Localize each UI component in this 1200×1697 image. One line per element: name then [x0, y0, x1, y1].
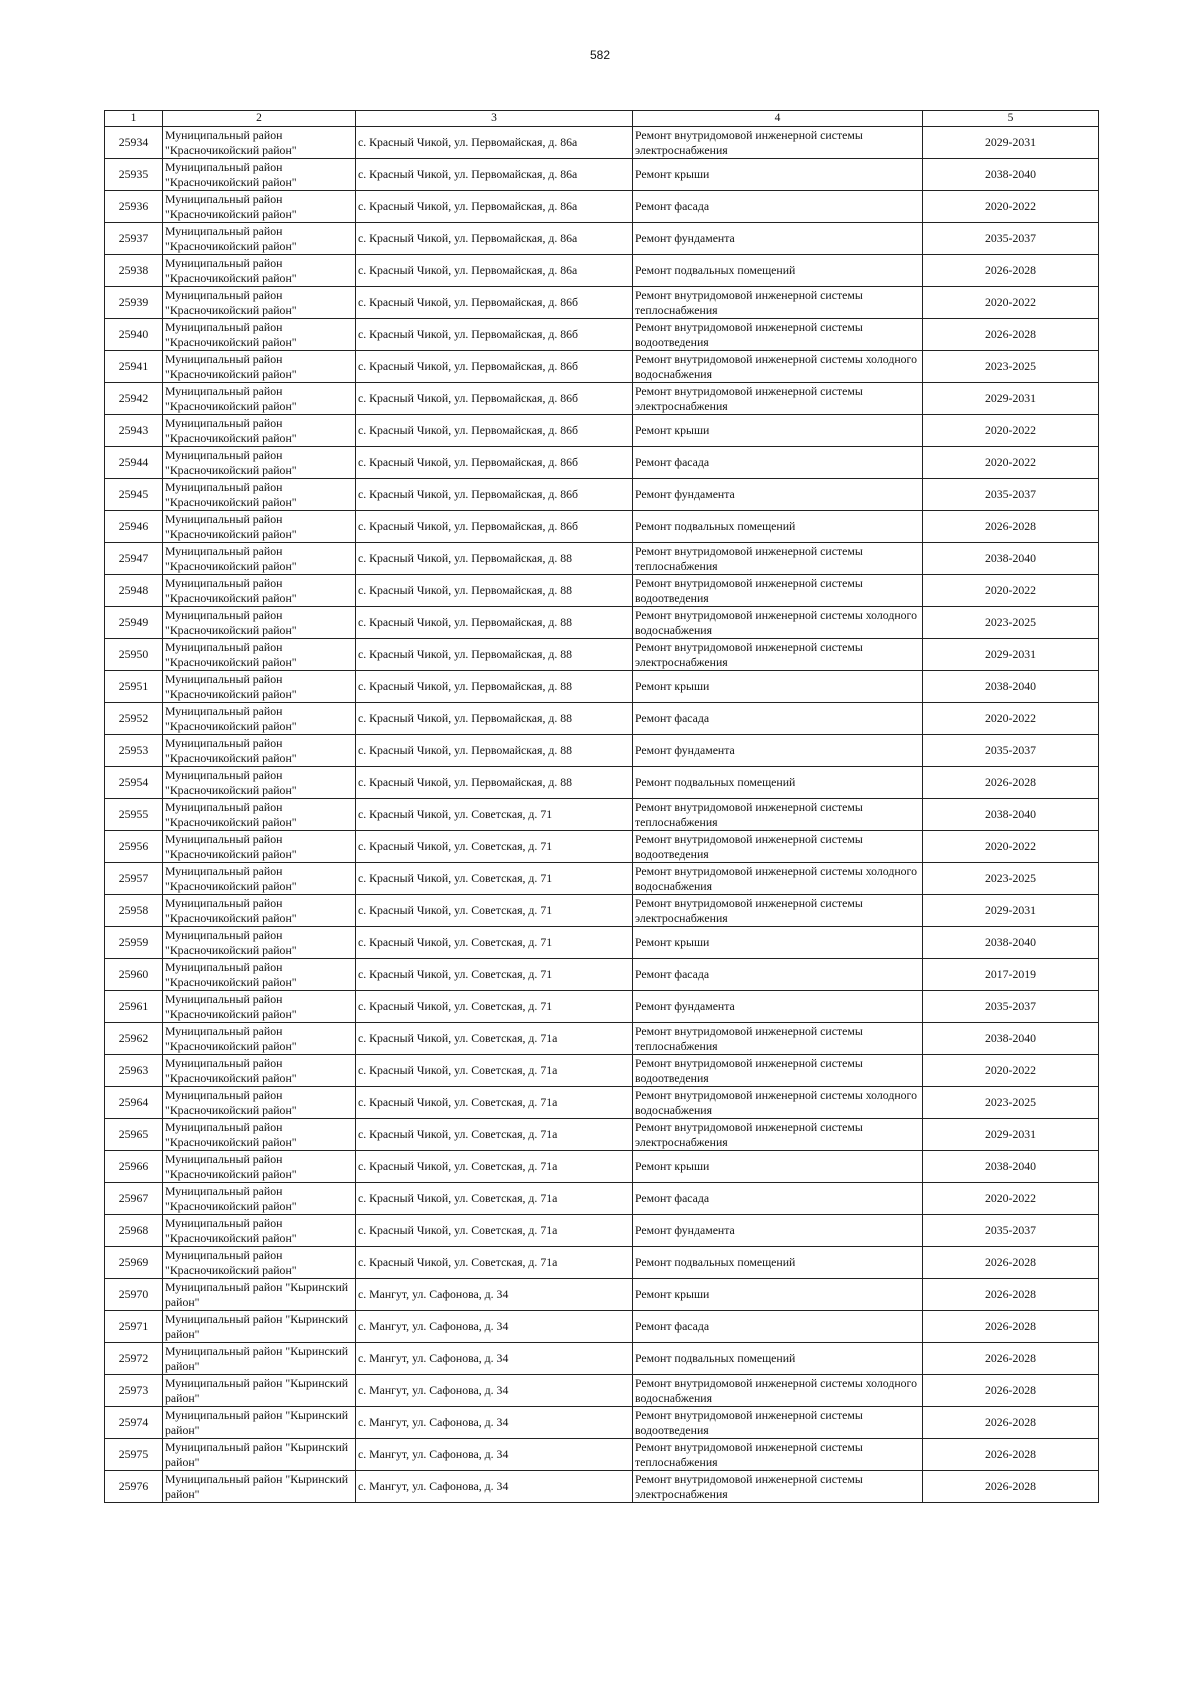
address-cell: с. Красный Чикой, ул. Первомайская, д. 86б — [356, 511, 633, 543]
address-cell: с. Мангут, ул. Сафонова, д. 34 — [356, 1439, 633, 1471]
row-number-cell: 25973 — [105, 1375, 163, 1407]
address-cell: с. Красный Чикой, ул. Первомайская, д. 86б — [356, 383, 633, 415]
period-cell: 2026-2028 — [923, 767, 1099, 799]
work-type-cell: Ремонт внутридомовой инженерной системы электроснабжения — [633, 639, 923, 671]
address-cell: с. Красный Чикой, ул. Советская, д. 71а — [356, 1151, 633, 1183]
table-row — [105, 1279, 1099, 1311]
row-number-cell: 25975 — [105, 1439, 163, 1471]
work-type-cell: Ремонт внутридомовой инженерной системы электроснабжения — [633, 895, 923, 927]
address-cell: с. Красный Чикой, ул. Первомайская, д. 88 — [356, 639, 633, 671]
work-type-cell: Ремонт фасада — [633, 1311, 923, 1343]
row-number-cell: 25944 — [105, 447, 163, 479]
row-number-cell: 25940 — [105, 319, 163, 351]
row-number-cell: 25968 — [105, 1215, 163, 1247]
table-row — [105, 671, 1099, 703]
row-number-cell: 25943 — [105, 415, 163, 447]
row-number-cell: 25954 — [105, 767, 163, 799]
table-row — [105, 1023, 1099, 1055]
municipality-cell: Муниципальный район "Красночикойский район" — [163, 1119, 356, 1151]
work-type-cell: Ремонт внутридомовой инженерной системы холодного водоснабжения — [633, 351, 923, 383]
municipality-cell: Муниципальный район "Красночикойский район" — [163, 991, 356, 1023]
table-row — [105, 767, 1099, 799]
address-cell: с. Красный Чикой, ул. Советская, д. 71 — [356, 991, 633, 1023]
period-cell: 2023-2025 — [923, 607, 1099, 639]
address-cell: с. Красный Чикой, ул. Первомайская, д. 86б — [356, 319, 633, 351]
table-row — [105, 223, 1099, 255]
row-number-cell: 25936 — [105, 191, 163, 223]
period-cell: 2038-2040 — [923, 1151, 1099, 1183]
table-row — [105, 1471, 1099, 1503]
work-type-cell: Ремонт подвальных помещений — [633, 255, 923, 287]
address-cell: с. Красный Чикой, ул. Первомайская, д. 88 — [356, 671, 633, 703]
work-type-cell: Ремонт фасада — [633, 959, 923, 991]
work-type-cell: Ремонт подвальных помещений — [633, 767, 923, 799]
address-cell: с. Мангут, ул. Сафонова, д. 34 — [356, 1471, 633, 1503]
row-number-cell: 25942 — [105, 383, 163, 415]
municipality-cell: Муниципальный район "Красночикойский район" — [163, 479, 356, 511]
municipality-cell: Муниципальный район "Красночикойский район" — [163, 575, 356, 607]
row-number-cell: 25946 — [105, 511, 163, 543]
work-type-cell: Ремонт внутридомовой инженерной системы водоотведения — [633, 831, 923, 863]
work-type-cell: Ремонт фундамента — [633, 991, 923, 1023]
municipality-cell: Муниципальный район "Красночикойский район" — [163, 191, 356, 223]
period-cell: 2020-2022 — [923, 415, 1099, 447]
municipality-cell: Муниципальный район "Кыринский район" — [163, 1407, 356, 1439]
table-row — [105, 831, 1099, 863]
work-type-cell: Ремонт внутридомовой инженерной системы холодного водоснабжения — [633, 863, 923, 895]
address-cell: с. Красный Чикой, ул. Первомайская, д. 86б — [356, 287, 633, 319]
address-cell: с. Красный Чикой, ул. Советская, д. 71а — [356, 1087, 633, 1119]
row-number-cell: 25967 — [105, 1183, 163, 1215]
work-type-cell: Ремонт фундамента — [633, 479, 923, 511]
address-cell: с. Красный Чикой, ул. Советская, д. 71 — [356, 895, 633, 927]
row-number-cell: 25941 — [105, 351, 163, 383]
municipality-cell: Муниципальный район "Красночикойский район" — [163, 159, 356, 191]
municipality-cell: Муниципальный район "Красночикойский район" — [163, 415, 356, 447]
work-type-cell: Ремонт внутридомовой инженерной системы теплоснабжения — [633, 543, 923, 575]
table-row — [105, 895, 1099, 927]
municipality-cell: Муниципальный район "Красночикойский район" — [163, 1151, 356, 1183]
municipality-cell: Муниципальный район "Красночикойский район" — [163, 1215, 356, 1247]
municipality-cell: Муниципальный район "Красночикойский район" — [163, 511, 356, 543]
row-number-cell: 25956 — [105, 831, 163, 863]
municipality-cell: Муниципальный район "Красночикойский район" — [163, 287, 356, 319]
table-row — [105, 383, 1099, 415]
row-number-cell: 25969 — [105, 1247, 163, 1279]
table-row — [105, 319, 1099, 351]
period-cell: 2023-2025 — [923, 863, 1099, 895]
municipality-cell: Муниципальный район "Красночикойский район" — [163, 671, 356, 703]
table-row — [105, 607, 1099, 639]
table-row — [105, 1311, 1099, 1343]
work-type-cell: Ремонт крыши — [633, 415, 923, 447]
table-body — [105, 111, 1099, 1503]
municipality-cell: Муниципальный район "Красночикойский район" — [163, 959, 356, 991]
row-number-cell: 25960 — [105, 959, 163, 991]
table-row — [105, 1055, 1099, 1087]
period-cell: 2020-2022 — [923, 191, 1099, 223]
address-cell: с. Красный Чикой, ул. Первомайская, д. 86б — [356, 415, 633, 447]
municipality-cell: Муниципальный район "Красночикойский район" — [163, 223, 356, 255]
table-header-row — [105, 111, 1099, 127]
period-cell: 2023-2025 — [923, 1087, 1099, 1119]
period-cell: 2020-2022 — [923, 703, 1099, 735]
table-row — [105, 639, 1099, 671]
header-cell-1: 1 — [105, 111, 163, 127]
period-cell: 2020-2022 — [923, 575, 1099, 607]
table-row — [105, 799, 1099, 831]
address-cell: с. Красный Чикой, ул. Советская, д. 71 — [356, 959, 633, 991]
address-cell: с. Красный Чикой, ул. Первомайская, д. 88 — [356, 543, 633, 575]
row-number-cell: 25950 — [105, 639, 163, 671]
period-cell: 2029-2031 — [923, 1119, 1099, 1151]
municipality-cell: Муниципальный район "Красночикойский район" — [163, 351, 356, 383]
period-cell: 2020-2022 — [923, 447, 1099, 479]
municipality-cell: Муниципальный район "Красночикойский район" — [163, 895, 356, 927]
table-row — [105, 1151, 1099, 1183]
work-type-cell: Ремонт крыши — [633, 671, 923, 703]
table-row — [105, 991, 1099, 1023]
address-cell: с. Красный Чикой, ул. Советская, д. 71а — [356, 1023, 633, 1055]
table-row — [105, 1215, 1099, 1247]
table-row — [105, 735, 1099, 767]
period-cell: 2026-2028 — [923, 511, 1099, 543]
address-cell: с. Мангут, ул. Сафонова, д. 34 — [356, 1311, 633, 1343]
municipality-cell: Муниципальный район "Красночикойский район" — [163, 1247, 356, 1279]
municipality-cell: Муниципальный район "Красночикойский район" — [163, 319, 356, 351]
row-number-cell: 25961 — [105, 991, 163, 1023]
work-type-cell: Ремонт внутридомовой инженерной системы водоотведения — [633, 1407, 923, 1439]
address-cell: с. Красный Чикой, ул. Первомайская, д. 88 — [356, 575, 633, 607]
municipality-cell: Муниципальный район "Красночикойский район" — [163, 767, 356, 799]
table-row — [105, 479, 1099, 511]
period-cell: 2026-2028 — [923, 1439, 1099, 1471]
work-type-cell: Ремонт внутридомовой инженерной системы теплоснабжения — [633, 1439, 923, 1471]
period-cell: 2023-2025 — [923, 351, 1099, 383]
address-cell: с. Красный Чикой, ул. Первомайская, д. 86б — [356, 479, 633, 511]
period-cell: 2020-2022 — [923, 831, 1099, 863]
table-row — [105, 511, 1099, 543]
period-cell: 2038-2040 — [923, 1023, 1099, 1055]
address-cell: с. Красный Чикой, ул. Первомайская, д. 86а — [356, 191, 633, 223]
table-row — [105, 191, 1099, 223]
period-cell: 2020-2022 — [923, 287, 1099, 319]
table-row — [105, 1087, 1099, 1119]
period-cell: 2038-2040 — [923, 671, 1099, 703]
municipality-cell: Муниципальный район "Красночикойский район" — [163, 1087, 356, 1119]
period-cell: 2035-2037 — [923, 223, 1099, 255]
work-type-cell: Ремонт внутридомовой инженерной системы теплоснабжения — [633, 287, 923, 319]
work-type-cell: Ремонт фасада — [633, 447, 923, 479]
table-row — [105, 415, 1099, 447]
row-number-cell: 25958 — [105, 895, 163, 927]
address-cell: с. Красный Чикой, ул. Первомайская, д. 86а — [356, 255, 633, 287]
work-type-cell: Ремонт внутридомовой инженерной системы холодного водоснабжения — [633, 1087, 923, 1119]
municipality-cell: Муниципальный район "Красночикойский район" — [163, 1055, 356, 1087]
address-cell: с. Мангут, ул. Сафонова, д. 34 — [356, 1279, 633, 1311]
period-cell: 2035-2037 — [923, 1215, 1099, 1247]
address-cell: с. Красный Чикой, ул. Советская, д. 71а — [356, 1247, 633, 1279]
table-row — [105, 1407, 1099, 1439]
row-number-cell: 25945 — [105, 479, 163, 511]
period-cell: 2029-2031 — [923, 127, 1099, 159]
work-type-cell: Ремонт фундамента — [633, 735, 923, 767]
row-number-cell: 25948 — [105, 575, 163, 607]
period-cell: 2026-2028 — [923, 1471, 1099, 1503]
row-number-cell: 25951 — [105, 671, 163, 703]
work-type-cell: Ремонт внутридомовой инженерной системы электроснабжения — [633, 383, 923, 415]
address-cell: с. Красный Чикой, ул. Первомайская, д. 88 — [356, 607, 633, 639]
table-row — [105, 575, 1099, 607]
row-number-cell: 25976 — [105, 1471, 163, 1503]
table-row — [105, 1183, 1099, 1215]
work-type-cell: Ремонт внутридомовой инженерной системы электроснабжения — [633, 1471, 923, 1503]
row-number-cell: 25949 — [105, 607, 163, 639]
row-number-cell: 25953 — [105, 735, 163, 767]
municipality-cell: Муниципальный район "Красночикойский район" — [163, 703, 356, 735]
table-row — [105, 1343, 1099, 1375]
municipality-cell: Муниципальный район "Красночикойский район" — [163, 639, 356, 671]
period-cell: 2035-2037 — [923, 991, 1099, 1023]
period-cell: 2029-2031 — [923, 383, 1099, 415]
address-cell: с. Мангут, ул. Сафонова, д. 34 — [356, 1407, 633, 1439]
municipality-cell: Муниципальный район "Красночикойский район" — [163, 383, 356, 415]
work-type-cell: Ремонт внутридомовой инженерной системы электроснабжения — [633, 127, 923, 159]
work-type-cell: Ремонт внутридомовой инженерной системы холодного водоснабжения — [633, 607, 923, 639]
table-row — [105, 1439, 1099, 1471]
municipality-cell: Муниципальный район "Кыринский район" — [163, 1343, 356, 1375]
table-row — [105, 159, 1099, 191]
address-cell: с. Красный Чикой, ул. Советская, д. 71 — [356, 927, 633, 959]
address-cell: с. Красный Чикой, ул. Советская, д. 71а — [356, 1119, 633, 1151]
row-number-cell: 25937 — [105, 223, 163, 255]
row-number-cell: 25965 — [105, 1119, 163, 1151]
header-cell-4: 4 — [633, 111, 923, 127]
row-number-cell: 25971 — [105, 1311, 163, 1343]
table-row — [105, 127, 1099, 159]
period-cell: 2035-2037 — [923, 479, 1099, 511]
row-number-cell: 25959 — [105, 927, 163, 959]
table-row — [105, 959, 1099, 991]
row-number-cell: 25972 — [105, 1343, 163, 1375]
municipality-cell: Муниципальный район "Кыринский район" — [163, 1375, 356, 1407]
work-type-cell: Ремонт внутридомовой инженерной системы водоотведения — [633, 319, 923, 351]
municipality-cell: Муниципальный район "Красночикойский район" — [163, 735, 356, 767]
municipality-cell: Муниципальный район "Красночикойский район" — [163, 607, 356, 639]
period-cell: 2026-2028 — [923, 1279, 1099, 1311]
address-cell: с. Красный Чикой, ул. Первомайская, д. 86а — [356, 223, 633, 255]
municipality-cell: Муниципальный район "Красночикойский район" — [163, 1183, 356, 1215]
period-cell: 2026-2028 — [923, 1343, 1099, 1375]
period-cell: 2038-2040 — [923, 799, 1099, 831]
period-cell: 2026-2028 — [923, 1375, 1099, 1407]
period-cell: 2026-2028 — [923, 1407, 1099, 1439]
table-row — [105, 447, 1099, 479]
row-number-cell: 25955 — [105, 799, 163, 831]
work-type-cell: Ремонт фасада — [633, 191, 923, 223]
table-row — [105, 703, 1099, 735]
address-cell: с. Красный Чикой, ул. Первомайская, д. 86б — [356, 351, 633, 383]
address-cell: с. Красный Чикой, ул. Первомайская, д. 88 — [356, 735, 633, 767]
row-number-cell: 25963 — [105, 1055, 163, 1087]
row-number-cell: 25970 — [105, 1279, 163, 1311]
table-row — [105, 1119, 1099, 1151]
period-cell: 2029-2031 — [923, 895, 1099, 927]
address-cell: с. Красный Чикой, ул. Первомайская, д. 86а — [356, 127, 633, 159]
table-row — [105, 927, 1099, 959]
period-cell: 2035-2037 — [923, 735, 1099, 767]
table-row — [105, 543, 1099, 575]
row-number-cell: 25962 — [105, 1023, 163, 1055]
address-cell: с. Красный Чикой, ул. Советская, д. 71а — [356, 1055, 633, 1087]
header-cell-5: 5 — [923, 111, 1099, 127]
work-type-cell: Ремонт подвальных помещений — [633, 511, 923, 543]
address-cell: с. Красный Чикой, ул. Первомайская, д. 88 — [356, 767, 633, 799]
table-row — [105, 287, 1099, 319]
row-number-cell: 25952 — [105, 703, 163, 735]
work-type-cell: Ремонт внутридомовой инженерной системы водоотведения — [633, 1055, 923, 1087]
header-cell-2: 2 — [163, 111, 356, 127]
municipality-cell: Муниципальный район "Красночикойский район" — [163, 447, 356, 479]
work-type-cell: Ремонт подвальных помещений — [633, 1343, 923, 1375]
row-number-cell: 25966 — [105, 1151, 163, 1183]
work-type-cell: Ремонт крыши — [633, 1151, 923, 1183]
work-type-cell: Ремонт внутридомовой инженерной системы теплоснабжения — [633, 1023, 923, 1055]
row-number-cell: 25935 — [105, 159, 163, 191]
work-type-cell: Ремонт подвальных помещений — [633, 1247, 923, 1279]
repair-schedule-table — [104, 110, 1099, 1503]
work-type-cell: Ремонт крыши — [633, 927, 923, 959]
row-number-cell: 25957 — [105, 863, 163, 895]
row-number-cell: 25964 — [105, 1087, 163, 1119]
row-number-cell: 25934 — [105, 127, 163, 159]
municipality-cell: Муниципальный район "Кыринский район" — [163, 1279, 356, 1311]
period-cell: 2038-2040 — [923, 927, 1099, 959]
address-cell: с. Мангут, ул. Сафонова, д. 34 — [356, 1375, 633, 1407]
work-type-cell: Ремонт крыши — [633, 1279, 923, 1311]
address-cell: с. Красный Чикой, ул. Советская, д. 71 — [356, 799, 633, 831]
work-type-cell: Ремонт внутридомовой инженерной системы холодного водоснабжения — [633, 1375, 923, 1407]
municipality-cell: Муниципальный район "Кыринский район" — [163, 1439, 356, 1471]
municipality-cell: Муниципальный район "Кыринский район" — [163, 1471, 356, 1503]
municipality-cell: Муниципальный район "Красночикойский район" — [163, 255, 356, 287]
period-cell: 2026-2028 — [923, 1311, 1099, 1343]
address-cell: с. Красный Чикой, ул. Первомайская, д. 86а — [356, 159, 633, 191]
municipality-cell: Муниципальный район "Красночикойский район" — [163, 543, 356, 575]
municipality-cell: Муниципальный район "Красночикойский район" — [163, 863, 356, 895]
period-cell: 2029-2031 — [923, 639, 1099, 671]
work-type-cell: Ремонт внутридомовой инженерной системы электроснабжения — [633, 1119, 923, 1151]
address-cell: с. Красный Чикой, ул. Советская, д. 71а — [356, 1183, 633, 1215]
municipality-cell: Муниципальный район "Красночикойский район" — [163, 1023, 356, 1055]
municipality-cell: Муниципальный район "Кыринский район" — [163, 1311, 356, 1343]
work-type-cell: Ремонт фасада — [633, 703, 923, 735]
row-number-cell: 25974 — [105, 1407, 163, 1439]
period-cell: 2038-2040 — [923, 159, 1099, 191]
period-cell: 2020-2022 — [923, 1183, 1099, 1215]
header-cell-3: 3 — [356, 111, 633, 127]
row-number-cell: 25947 — [105, 543, 163, 575]
address-cell: с. Красный Чикой, ул. Советская, д. 71 — [356, 863, 633, 895]
municipality-cell: Муниципальный район "Красночикойский район" — [163, 927, 356, 959]
period-cell: 2026-2028 — [923, 1247, 1099, 1279]
work-type-cell: Ремонт внутридомовой инженерной системы теплоснабжения — [633, 799, 923, 831]
work-type-cell: Ремонт фундамента — [633, 223, 923, 255]
table-row — [105, 1375, 1099, 1407]
address-cell: с. Красный Чикой, ул. Советская, д. 71 — [356, 831, 633, 863]
table-row — [105, 255, 1099, 287]
period-cell: 2038-2040 — [923, 543, 1099, 575]
table-row — [105, 351, 1099, 383]
work-type-cell: Ремонт крыши — [633, 159, 923, 191]
table-row — [105, 1247, 1099, 1279]
municipality-cell: Муниципальный район "Красночикойский район" — [163, 127, 356, 159]
address-cell: с. Красный Чикой, ул. Первомайская, д. 86б — [356, 447, 633, 479]
period-cell: 2026-2028 — [923, 255, 1099, 287]
municipality-cell: Муниципальный район "Красночикойский район" — [163, 831, 356, 863]
period-cell: 2026-2028 — [923, 319, 1099, 351]
work-type-cell: Ремонт внутридомовой инженерной системы водоотведения — [633, 575, 923, 607]
page-number: 582 — [589, 48, 611, 62]
period-cell: 2020-2022 — [923, 1055, 1099, 1087]
period-cell: 2017-2019 — [923, 959, 1099, 991]
work-type-cell: Ремонт фундамента — [633, 1215, 923, 1247]
address-cell: с. Мангут, ул. Сафонова, д. 34 — [356, 1343, 633, 1375]
work-type-cell: Ремонт фасада — [633, 1183, 923, 1215]
municipality-cell: Муниципальный район "Красночикойский район" — [163, 799, 356, 831]
table-row — [105, 863, 1099, 895]
row-number-cell: 25939 — [105, 287, 163, 319]
address-cell: с. Красный Чикой, ул. Первомайская, д. 88 — [356, 703, 633, 735]
row-number-cell: 25938 — [105, 255, 163, 287]
address-cell: с. Красный Чикой, ул. Советская, д. 71а — [356, 1215, 633, 1247]
